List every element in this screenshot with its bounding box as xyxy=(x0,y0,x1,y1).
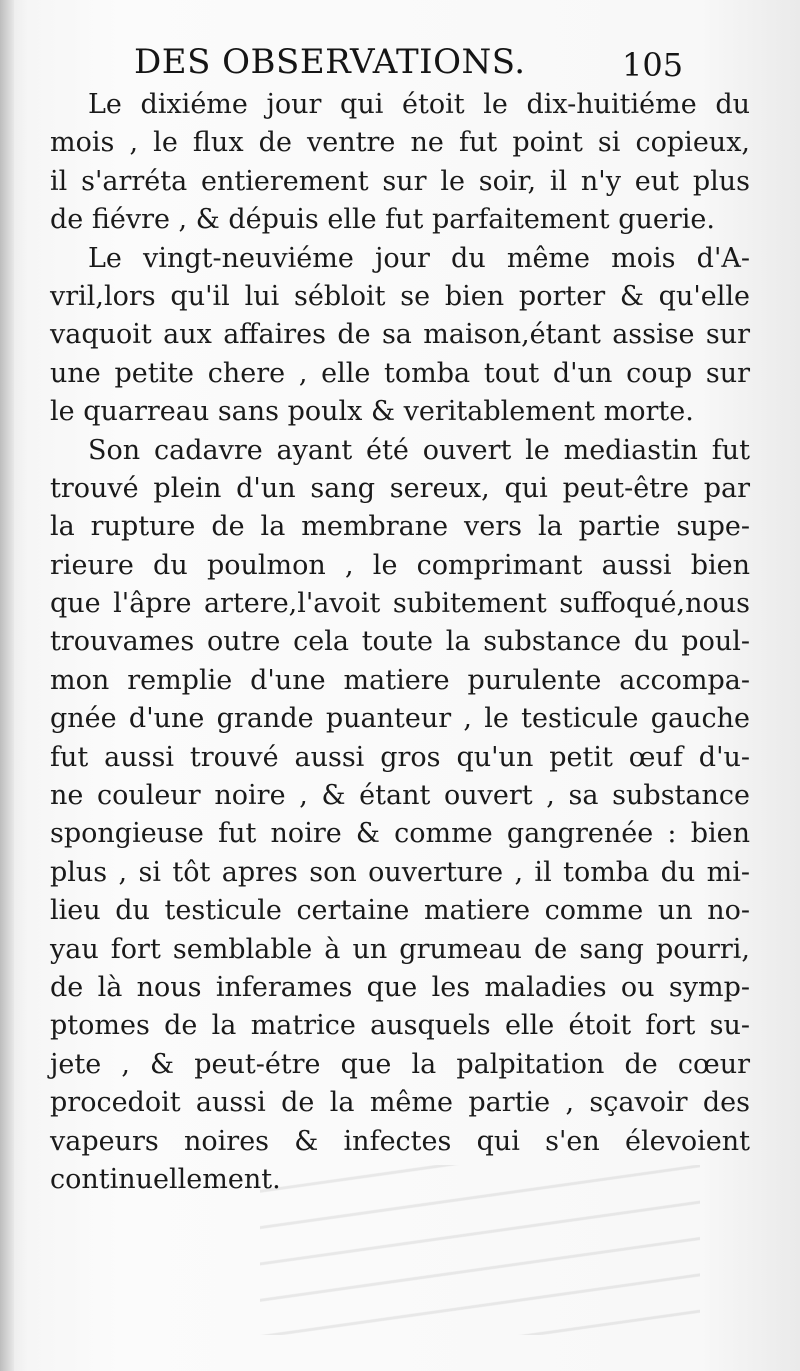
text-line: la rupture de la membrane vers la partie supe- xyxy=(50,511,750,543)
text-line: de là nous inferames que les maladies ou symp- xyxy=(50,971,750,1003)
page-number: 105 xyxy=(622,46,684,84)
text-line: trouvé plein d'un sang sereux, qui peut-être par xyxy=(50,472,750,504)
text-line: ne couleur noire , & étant ouvert , sa substance xyxy=(50,780,750,812)
text-line: continuellement. xyxy=(50,1163,281,1195)
page-gutter-shadow xyxy=(0,0,14,1371)
text-line: procedoit aussi de la même partie , sçavoir des xyxy=(50,1087,750,1119)
text-line: vril,lors qu'il lui sébloit se bien porter & qu'elle xyxy=(50,280,750,312)
text-line: vapeurs noires & infectes qui s'en élevoient xyxy=(50,1125,750,1157)
text-line: Son cadavre ayant été ouvert le mediastin fut xyxy=(88,434,750,466)
text-line: mon remplie d'une matiere purulente accompa- xyxy=(50,664,750,696)
text-line: lieu du testicule certaine matiere comme un no- xyxy=(50,895,750,927)
text-line: vaquoit aux affaires de sa maison,étant assise sur xyxy=(50,319,750,351)
text-line: de fiévre , & dépuis elle fut parfaitement guerie. xyxy=(50,204,715,236)
text-line: plus , si tôt apres son ouverture , il tomba du mi- xyxy=(50,856,750,888)
text-line: une petite chere , elle tomba tout d'un coup sur xyxy=(50,357,750,389)
text-line: Le dixiéme jour qui étoit le dix-huitiéme du xyxy=(88,89,750,120)
body-text xyxy=(50,86,750,1199)
text-line: le quarreau sans poulx & veritablement morte. xyxy=(50,396,694,428)
text-line: mois , le flux de ventre ne fut point si copieux, xyxy=(50,127,750,159)
text-line: ptomes de la matrice ausquels elle étoit fort su- xyxy=(50,1010,750,1042)
text-line: que l'âpre artere,l'avoit subitement suffoqué,nous xyxy=(50,588,750,620)
text-line: gnée d'une grande puanteur , le testicule gauche xyxy=(50,703,750,735)
text-line: rieure du poulmon , le comprimant aussi bien xyxy=(50,549,750,581)
text-line: fut aussi trouvé aussi gros qu'un petit œuf d'u- xyxy=(50,741,750,773)
text-line: yau fort semblable à un grumeau de sang pourri, xyxy=(50,933,750,965)
text-line: Le vingt-neuviéme jour du même mois d'A- xyxy=(88,242,750,274)
page-header xyxy=(0,42,800,92)
text-line: il s'arréta entierement sur le soir, il n'y eut plus xyxy=(50,165,750,197)
text-line: spongieuse fut noire & comme gangrenée : bien xyxy=(50,818,750,850)
text-line: jete , & peut-étre que la palpitation de cœur xyxy=(50,1048,750,1080)
text-line: trouvames outre cela toute la substance du poul- xyxy=(50,626,750,658)
running-title: DES OBSERVATIONS. xyxy=(134,42,526,82)
